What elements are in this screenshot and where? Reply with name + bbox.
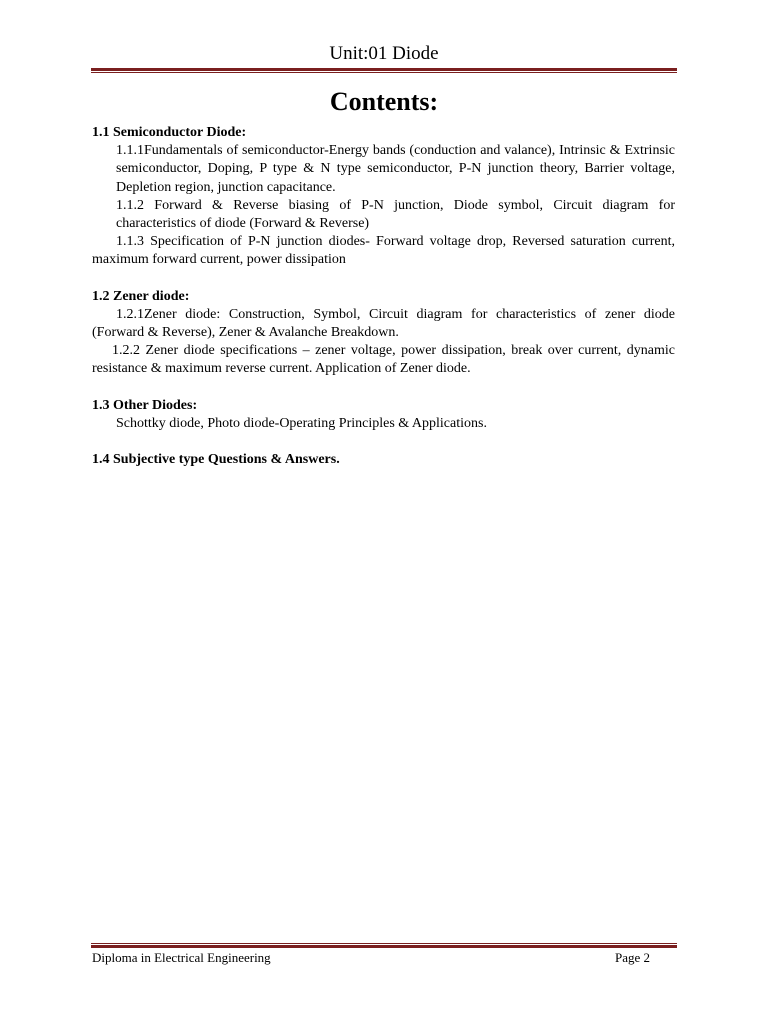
list-item-1-1-3: 1.1.3 Specification of P-N junction diodes- Forward voltage drop, Reversed saturation current, maximum forward current, power dissipation <box>92 234 675 268</box>
header-rule <box>91 68 677 73</box>
footer-rule <box>91 943 677 948</box>
contents-title: Contents: <box>329 87 439 116</box>
section-heading-1-1: 1.1 Semiconductor Diode: <box>92 125 247 140</box>
section-heading-1-3: 1.3 Other Diodes: <box>92 397 198 413</box>
list-item-1-2-1: 1.2.1Zener diode: Construction, Symbol, Circuit diagram for characteristics of zener diode (Forward & Reverse), Zener & Avalanche Breakdown. <box>92 306 675 341</box>
page-footer <box>92 949 650 967</box>
list-item-1-1-1: 1.1.1Fundamentals of semiconductor-Energy bands (conduction and valance), Intrinsic & Extrinsic semiconductor, Doping, P type & N type semiconductor, P-N junction theory, Barrier voltage, Depletion region, junction capacitance. <box>116 143 675 195</box>
page-header-title: Unit:01 Diode <box>329 43 439 64</box>
list-item-1-3-1: Schottky diode, Photo diode-Operating Principles & Applications. <box>116 415 487 431</box>
footer-page-number: Page 2 <box>614 950 650 965</box>
footer-course-name: Diploma in Electrical Engineering <box>92 950 271 965</box>
section-heading-1-4: 1.4 Subjective type Questions & Answers. <box>92 452 340 468</box>
list-item-1-2-2: 1.2.2 Zener diode specifications – zener voltage, power dissipation, break over current, dynamic resistance & maximum reverse current. Application of Zener diode. <box>92 343 675 377</box>
list-item-1-1-2: 1.1.2 Forward & Reverse biasing of P-N junction, Diode symbol, Circuit diagram for characteristics of diode (Forward & Reverse) <box>116 197 675 232</box>
section-heading-1-2: 1.2 Zener diode: <box>92 288 190 304</box>
contents-body <box>92 124 675 469</box>
